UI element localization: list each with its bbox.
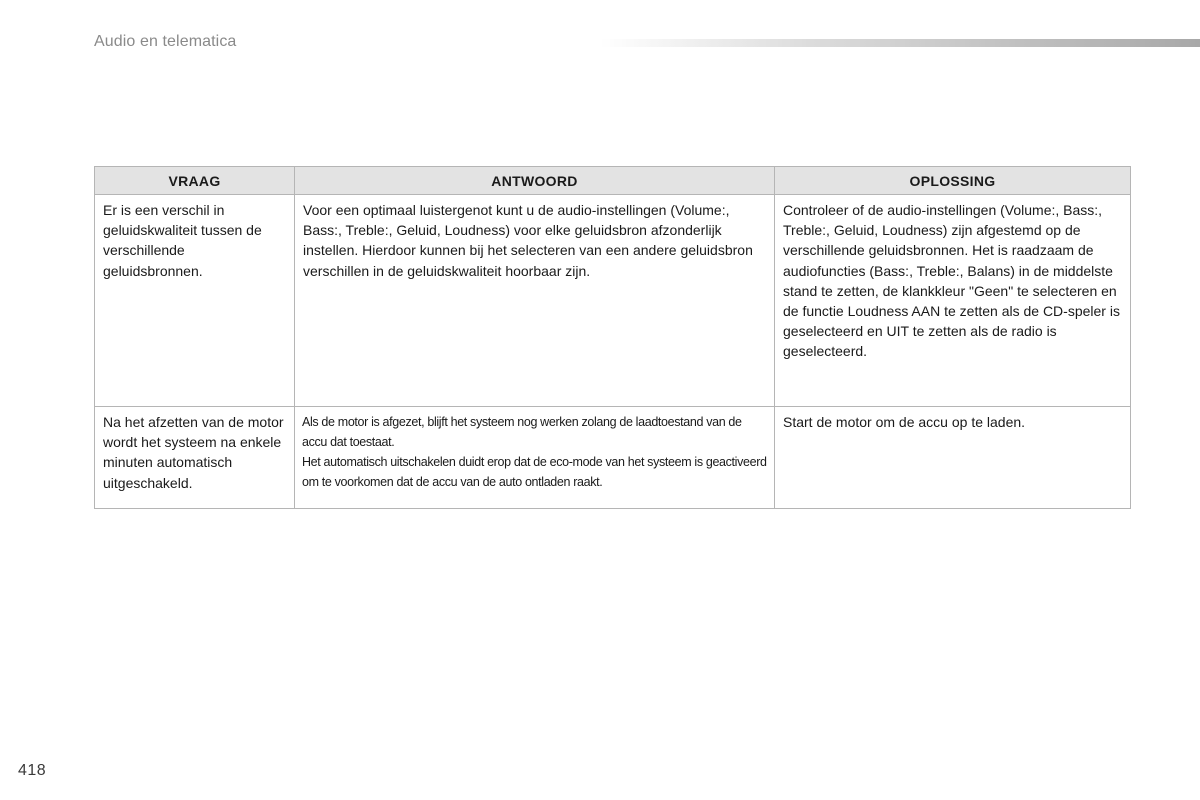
answer-cell: Voor een optimaal luistergenot kunt u de audio-instellingen (Volume:, Bass:, Treble:, Geluid, Loudness) voor elke geluidsbron afzonderlijk instellen. Hierdoor kunnen bij het selecteren van een andere geluidsbron verschillen in de geluidskwaliteit hoorbaar zijn.	[295, 195, 775, 407]
answer-paragraph: Het automatisch uitschakelen duidt erop dat de eco-mode van het systeem is geactiveerd om te voorkomen dat de accu van de auto ontladen raakt.	[302, 455, 767, 489]
column-header-solution: OPLOSSING	[775, 167, 1131, 195]
section-title: Audio en telematica	[94, 33, 237, 50]
header-decorative-bar	[600, 39, 1200, 47]
question-cell: Er is een verschil in geluidskwaliteit tussen de verschillende geluidsbronnen.	[95, 195, 295, 407]
column-header-question: VRAAG	[95, 167, 295, 195]
answer-cell	[295, 407, 775, 509]
table-row	[95, 407, 1131, 509]
question-cell: Na het afzetten van de motor wordt het systeem na enkele minuten automatisch uitgeschakeld.	[95, 407, 295, 509]
troubleshooting-table	[94, 166, 1131, 509]
table-header-row	[95, 167, 1131, 195]
solution-cell: Controleer of de audio-instellingen (Volume:, Bass:, Treble:, Geluid, Loudness) zijn afgestemd op de verschillende geluidsbronnen. Het is raadzaam de audiofuncties (Bass:, Treble:, Balans) in de middelste stand te zetten, de klankkleur "Geen" te selecteren en de functie Loudness AAN te zetten als de CD-speler is geselecteerd en UIT te zetten als de radio is geselecteerd.	[775, 195, 1131, 407]
solution-cell: Start de motor om de accu op te laden.	[775, 407, 1131, 509]
page-number: 418	[18, 762, 47, 779]
answer-paragraph: Als de motor is afgezet, blijft het systeem nog werken zolang de laadtoestand van de accu dat toestaat.	[302, 415, 742, 449]
column-header-answer: ANTWOORD	[295, 167, 775, 195]
table-row	[95, 195, 1131, 407]
